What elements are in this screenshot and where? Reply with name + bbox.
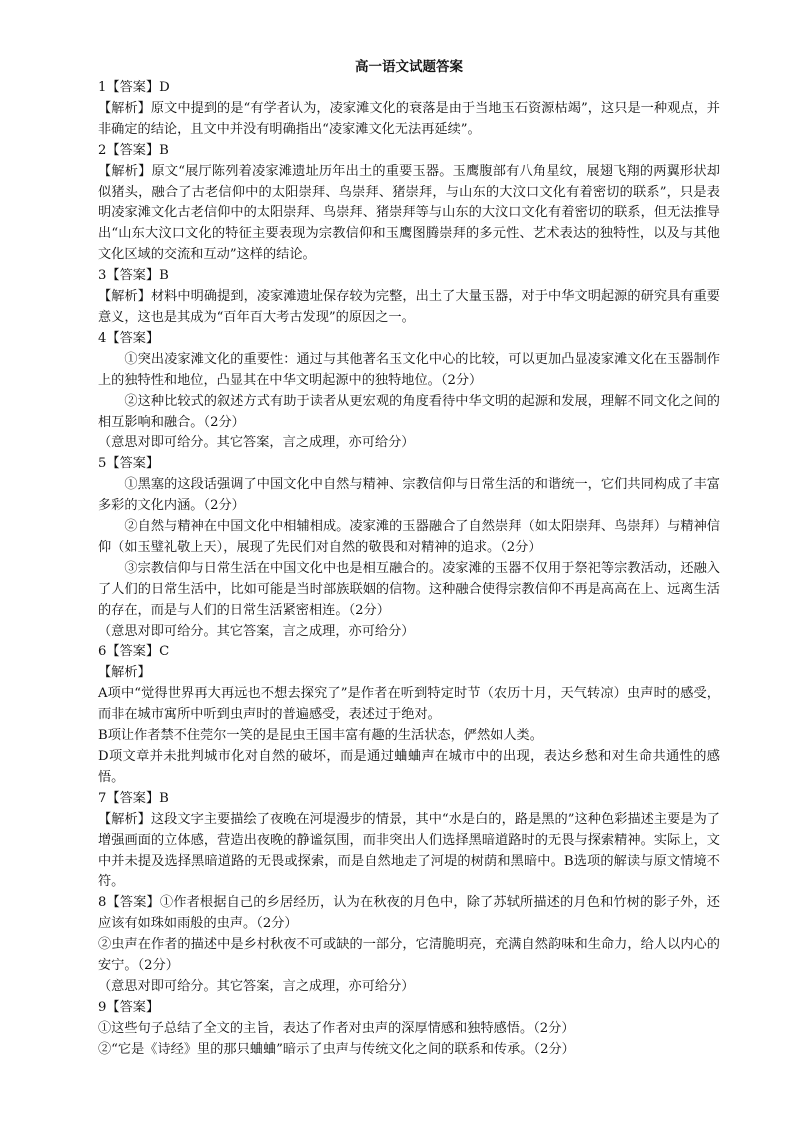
q6-option-b: B项让作者禁不住莞尔一笑的是昆虫王国丰富有趣的生活状态，俨然如人类。: [98, 728, 543, 744]
q1-answer: 1【答案】D: [98, 80, 170, 95]
q5-point-1: ①黑塞的这段话强调了中国文化中自然与精神、宗教信仰与日常生活的和谐统一，它们共同构成了丰富多彩的文化内涵。（2分）: [98, 477, 720, 514]
answer-document: [98, 56, 720, 1061]
q7-explanation: 【解析】这段文字主要描绘了夜晚在河堤漫步的情景，其中“水是白的，路是黑的”这种色彩描述主要是为了增强画面的立体感，营造出夜晚的静谧氛围，而非突出人们选择黑暗道路时的无畏与探索精神。实际上，文中并未提及选择黑暗道路的无畏或探索，而是自然地走了河堤的树荫和黑暗中。B选项的解读与原文情境不符。: [98, 811, 720, 890]
q9-point-2: ②“它是《诗经》里的那只蛐蛐”暗示了虫声与传统文化之间的联系和传承。（2分）: [98, 1041, 575, 1057]
q4-note: （意思对即可给分。其它答案，言之成理，亦可给分）: [98, 435, 415, 451]
q5-point-2: ②自然与精神在中国文化中相辅相成。凌家滩的玉器融合了自然崇拜（如太阳崇拜、鸟崇拜）与精神信仰（如玉璧礼敬上天），展现了先民们对自然的敬畏和对精神的追求。（2分）: [98, 519, 720, 555]
q5-answer: 5【答案】: [98, 456, 160, 472]
q6-answer: 6【答案】C: [98, 644, 170, 660]
q4-point-1: ①突出凌家滩文化的重要性：通过与其他著名玉文化中心的比较，可以更加凸显凌家滩文化在玉器制作上的独特性和地位，凸显其在中华文明起源中的独特地位。（2分）: [98, 351, 720, 388]
q4-answer: 4【答案】: [98, 330, 160, 346]
q1-explanation: 【解析】原文中提到的是“有学者认为，凌家滩文化的衰落是由于当地玉石资源枯竭”，这只是一种观点，并非确定的结论，且文中并没有明确指出“凌家滩文化无法再延续”。: [98, 100, 720, 137]
page-title: 高一语文试题答案: [355, 59, 463, 75]
q2-answer: 2【答案】B: [98, 142, 169, 158]
q8-point-1: 8【答案】①作者根据自己的乡居经历，认为在秋夜的月色中，除了苏轼所描述的月色和竹树的影子外，还应该有如珠如雨般的虫声。（2分）: [98, 895, 720, 932]
q9-answer: 9【答案】: [98, 999, 160, 1015]
q2-explanation: 【解析】原文“展厅陈列着凌家滩遗址历年出土的重要玉器。玉鹰腹部有八角星纹，展翅飞翔的两翼形状却似猪头，融合了古老信仰中的太阳崇拜、鸟崇拜、猪崇拜，与山东的大汶口文化有着密切的联系”，只是表明凌家滩文化古老信仰中的太阳崇拜、鸟崇拜、猪崇拜等与山东的大汶口文化有着密切的联系，但无法推导出“山东大汶口文化的特征主要表现为宗教信仰和玉鹰图腾崇拜的多元性、艺术表达的独特性，以及与其他文化区域的交流和互动”这样的结论。: [98, 163, 720, 263]
q8-note: （意思对即可给分。其它答案，言之成理，亦可给分）: [98, 978, 415, 994]
q9-point-1: ①这些句子总结了全文的主旨，表达了作者对虫声的深厚情感和独特感悟。（2分）: [98, 1020, 575, 1036]
q4-point-2: ②这种比较式的叙述方式有助于读者从更宏观的角度看待中华文明的起源和发展，理解不同文化之间的相互影响和融合。（2分）: [98, 393, 720, 430]
q8-point-2: ②虫声在作者的描述中是乡村秋夜不可或缺的一部分，它清脆明亮，充满自然韵味和生命力，给人以内心的安宁。（2分）: [98, 937, 720, 974]
q6-option-d: D项文章并未批判城市化对自然的破坏，而是通过蛐蛐声在城市中的出现，表达乡愁和对生命共通性的感悟。: [98, 749, 720, 785]
q3-explanation: 【解析】材料中明确提到，凌家滩遗址保存较为完整，出土了大量玉器，对于中华文明起源的研究具有重要意义，这也是其成为“百年百大考古发现”的原因之一。: [98, 289, 720, 325]
q7-answer: 7【答案】B: [98, 790, 169, 806]
q5-point-3: ③宗教信仰与日常生活在中国文化中也是相互融合的。凌家滩的玉器不仅用于祭祀等宗教活动，还融入了人们的日常生活中，比如可能是当时部族联姻的信物。这种融合使得宗教信仰不再是高高在上、远离生活的存在，而是与人们的日常生活紧密相连。（2分）: [98, 560, 720, 618]
q6-explanation-head: 【解析】: [98, 665, 151, 681]
q5-note: （意思对即可给分。其它答案，言之成理，亦可给分）: [98, 623, 415, 639]
q3-answer: 3【答案】B: [98, 268, 169, 284]
q6-option-a: A项中“觉得世界再大再远也不想去探究了”是作者在听到特定时节（农历十月，天气转凉）虫声时的感受，而非在城市寓所中听到虫声时的普遍感受，表述过于绝对。: [98, 686, 720, 723]
